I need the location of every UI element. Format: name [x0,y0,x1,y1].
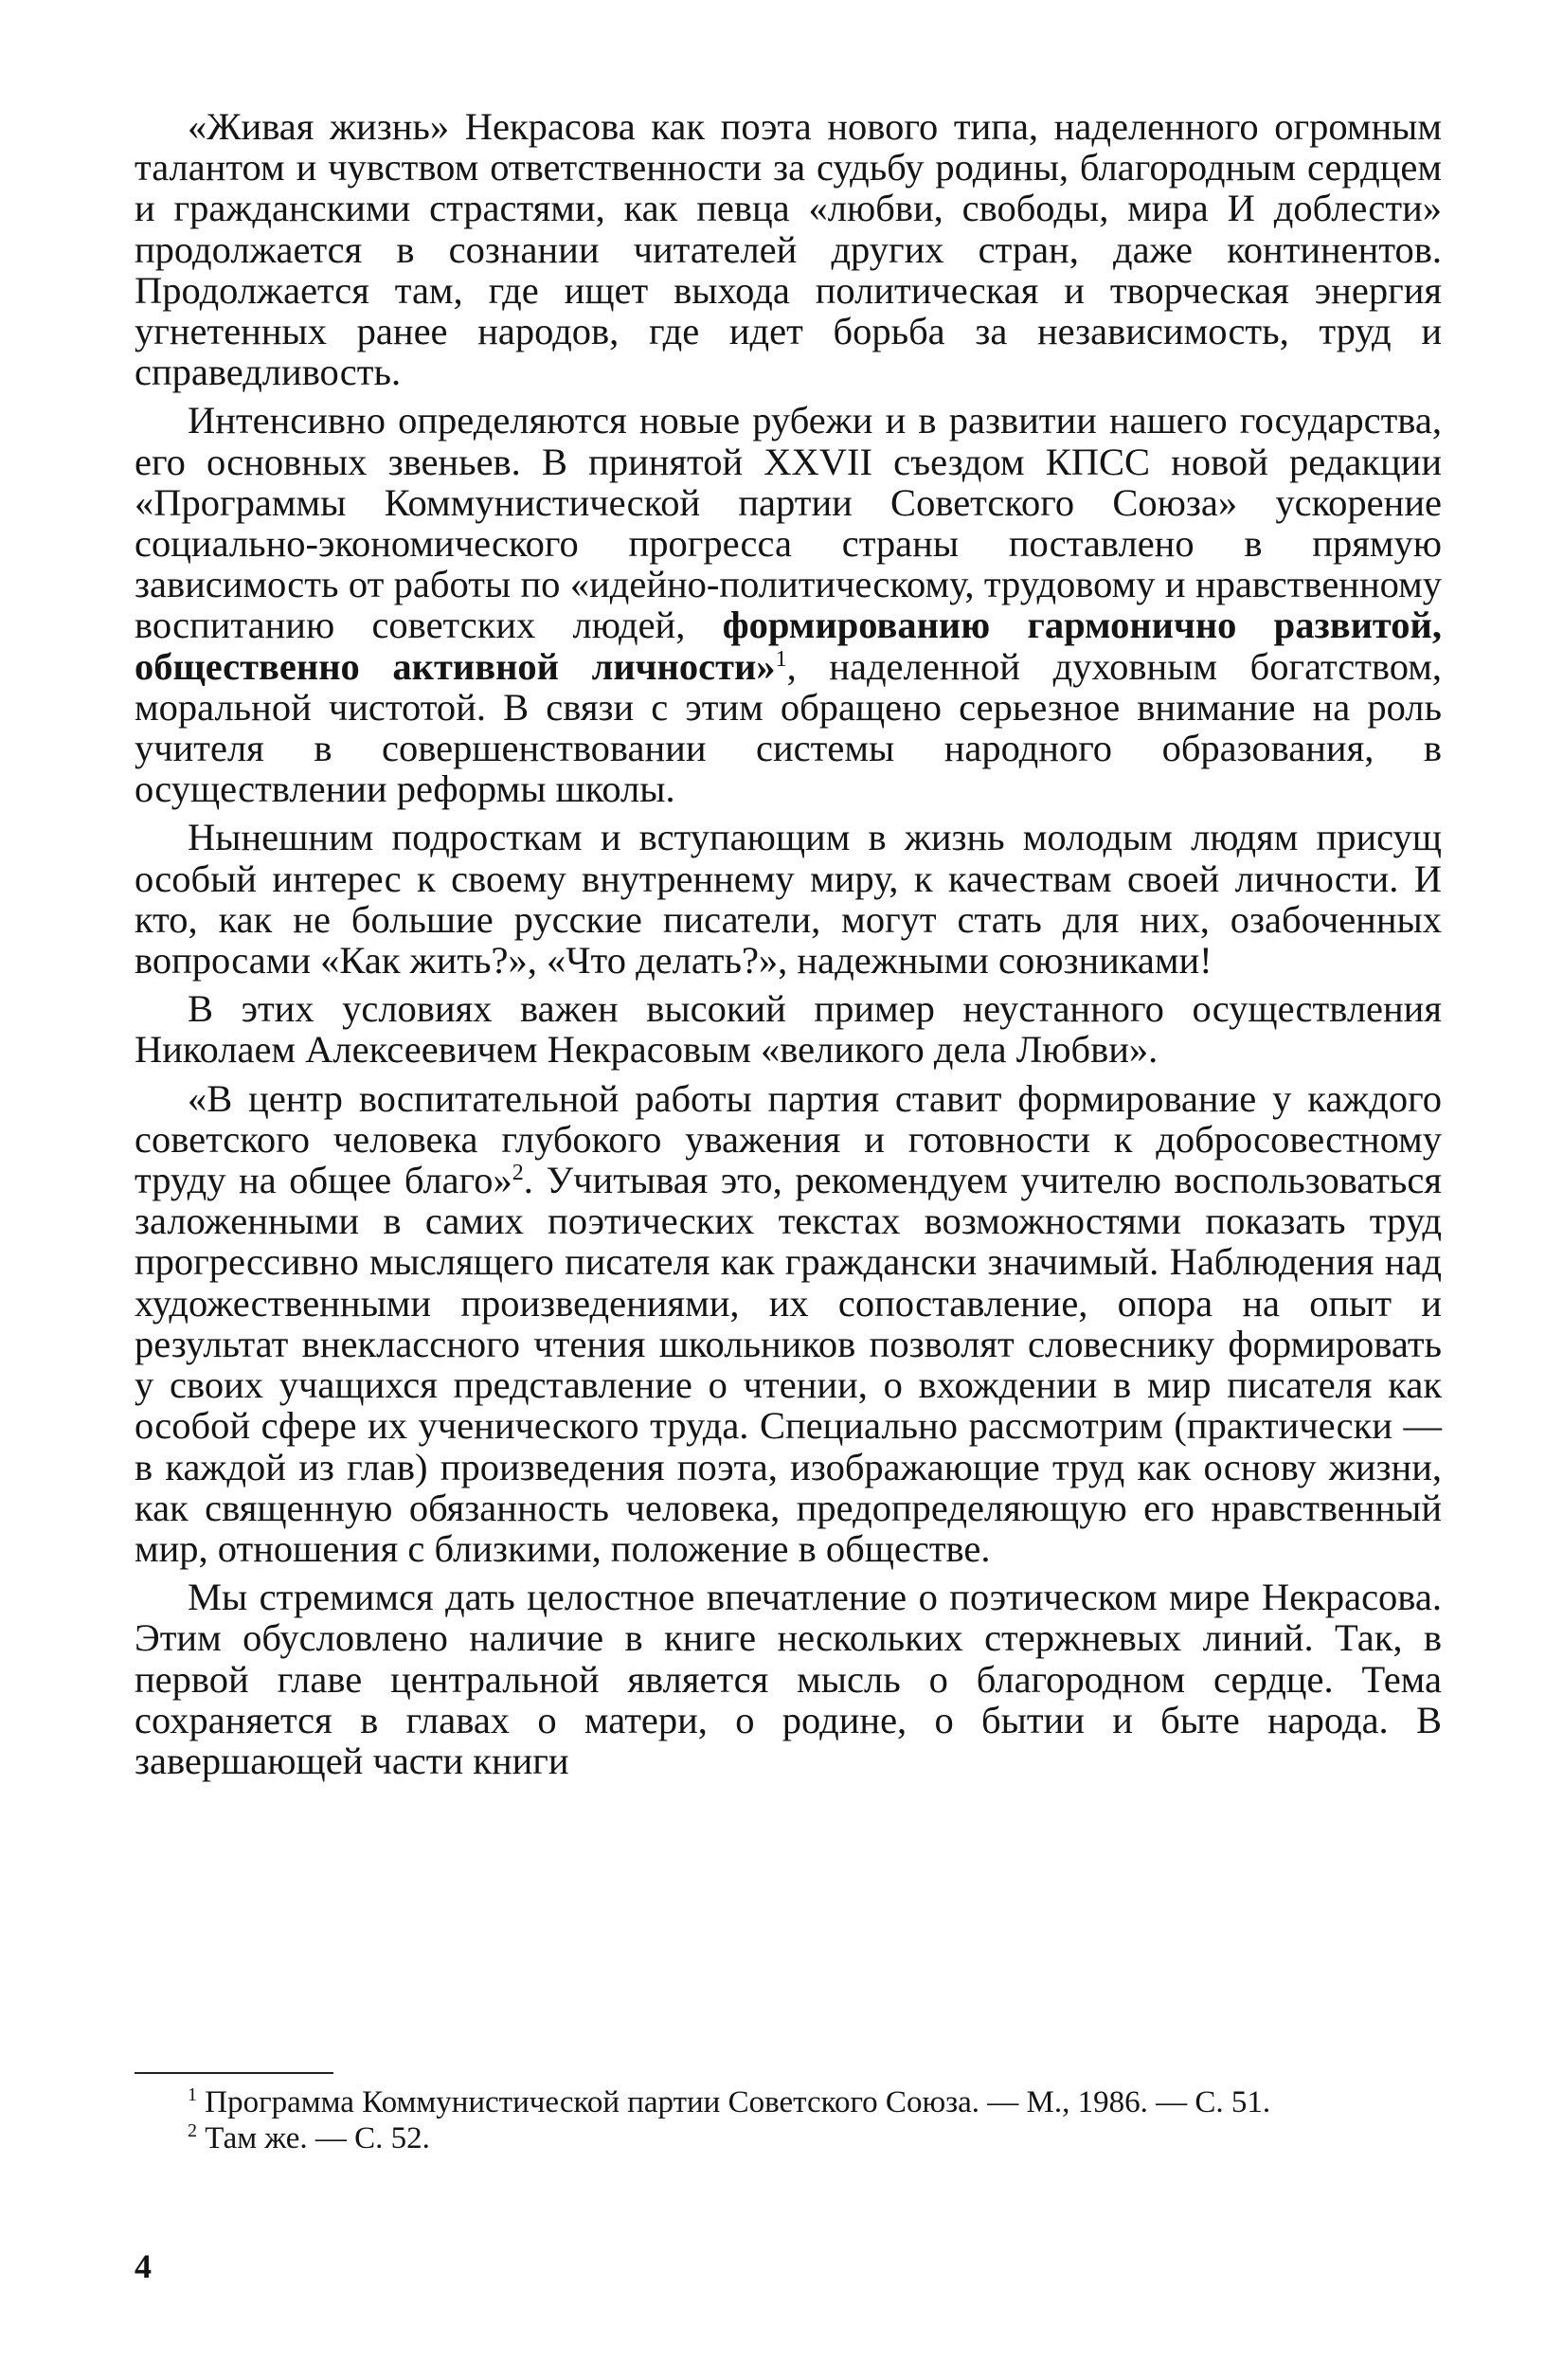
footnote-text-1: Программа Коммунистической партии Советского Союза. — М., 1986. — С. 51. [197,2085,1271,2119]
paragraph-4: В этих условиях важен высокий пример неустанного осуществления Николаем Алексеевичем Некрасовым «великого дела Любви». [135,987,1442,1072]
footnote-ref-1: 1 [775,646,787,672]
paragraph-2 [135,400,1442,809]
footnote-text-2: Там же. — С. 52. [197,2121,430,2155]
paragraph-6: Мы стремимся дать целостное впечатление о поэтическом мире Некрасова. Этим обусловлено наличие в книге нескольких стержневых линий. Так, в первой главе центральной является мысль о благородном сердце. Тема сохраняется в главах о матери, о родине, о бытии и быте народа. В завершающей части книги [135,1576,1442,1782]
paragraph-2-text-end: , наделенной духовным богатством, моральной чистотой. В связи с этим обращено серьезное внимание на роль учителя в совершенствовании системы народного образования, в осуществлении реформы школы. [135,644,1442,811]
bold-quote: формированию гармонично развитой, общественно активной личности» [135,604,1442,688]
page-number: 4 [135,2247,152,2285]
main-text [135,106,1442,1789]
paragraph-5-text-start: «В центр воспитательной работы партия ставит формирование у каждого советского человека глубокого уважения и готовности к добросовестному труду на общее благо» [135,1076,1442,1202]
footnote-separator [135,2072,333,2074]
paragraph-2-text-start: Интенсивно определяются новые рубежи и в развитии нашего государства, его основных звеньев. В принятой XXVII съездом КПСС новой редакции «Программы Коммунистической партии Советского Союза» ускорение социально-экономического прогресса страны поставлено в прямую зависимость от работы по «идейно-политическому, трудовому и нравственному воспитанию советских людей, [135,399,1442,647]
footnote-mark-1: 1 [188,2084,197,2105]
footnote-ref-2: 2 [512,1161,524,1186]
paragraph-1: «Живая жизнь» Некрасова как поэта нового типа, наделенного огромным талантом и чувством ответственности за судьбу родины, благородным сердцем и гражданскими страстями, как певца «любви, свободы, мира И доблести» продолжается в сознании читателей других стран, даже континентов. Продолжается там, где ищет выхода политическая и творческая энергия угнетенных ранее народов, где идет борьба за независимость, труд и справедливость. [135,105,1442,394]
paragraph-5 [135,1078,1442,1569]
footnote-2 [135,2120,1442,2156]
paragraph-3: Нынешним подросткам и вступающим в жизнь молодым людям присущ особый интерес к своему внутреннему миру, к качествам своей личности. И кто, как не большие русские писатели, могут стать для них, озабоченных вопросами «Как жить?», «Что делать?», надежными союзниками! [135,816,1442,983]
footnote-mark-2: 2 [188,2120,197,2141]
footnote-1 [135,2084,1442,2120]
footnotes [135,2084,1442,2156]
paragraph-5-text-end: . Учитывая это, рекомендуем учителю воспользоваться заложенными в самих поэтических текстах возможностями показать труд прогрессивно мыслящего писателя как граждански значимый. Наблюдения над художественными произведениями, их сопоставление, опора на опыт и результат внеклассного чтения школьников позволят словеснику формировать у своих учащихся представление о чтении, о вхождении в мир писателя как особой сфере их ученического труда. Специально рассмотрим (практически — в каждой из глав) произведения поэта, изображающие труд как основу жизни, как священную обязанность человека, предопределяющую его нравственный мир, отношения с близкими, положение в обществе. [135,1159,1442,1570]
